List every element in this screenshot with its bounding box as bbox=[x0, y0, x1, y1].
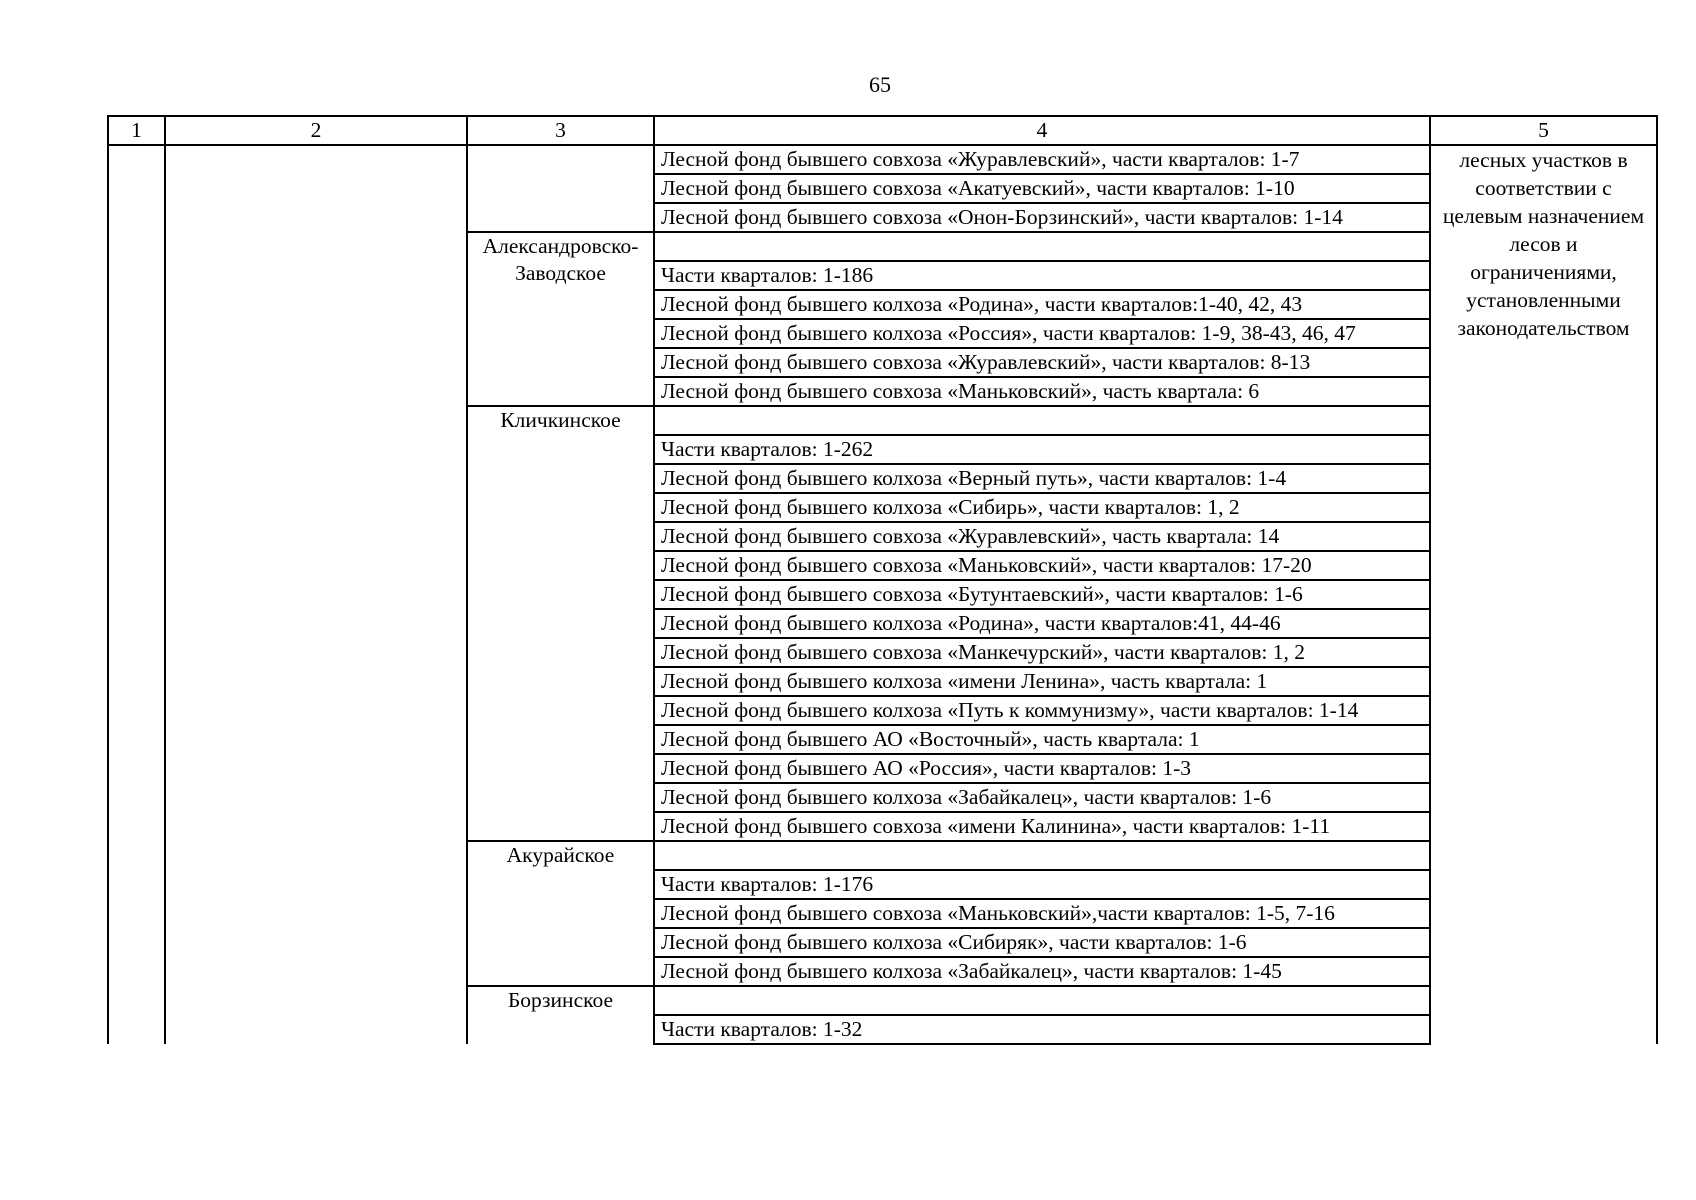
column-1-cell bbox=[108, 145, 165, 1044]
forest-fund-description: Лесной фонд бывшего колхоза «Сибиряк», части кварталов: 1-6 bbox=[654, 928, 1430, 957]
forest-fund-description: Лесной фонд бывшего совхоза «имени Калинина», части кварталов: 1-11 bbox=[654, 812, 1430, 841]
settlement-name: Кличкинское bbox=[467, 406, 654, 841]
forest-fund-description: Лесной фонд бывшего колхоза «имени Ленина», часть квартала: 1 bbox=[654, 667, 1430, 696]
forest-fund-description: Лесной фонд бывшего колхоза «Забайкалец», части кварталов: 1-45 bbox=[654, 957, 1430, 986]
settlement-name bbox=[467, 145, 654, 232]
forest-fund-description: Лесной фонд бывшего колхоза «Россия», части кварталов: 1-9, 38-43, 46, 47 bbox=[654, 319, 1430, 348]
forest-fund-description: Лесной фонд бывшего АО «Восточный», часть квартала: 1 bbox=[654, 725, 1430, 754]
forest-fund-description: Лесной фонд бывшего колхоза «Забайкалец», части кварталов: 1-6 bbox=[654, 783, 1430, 812]
forest-fund-description: Части кварталов: 1-262 bbox=[654, 435, 1430, 464]
column-header-5: 5 bbox=[1430, 116, 1657, 145]
column-header-4: 4 bbox=[654, 116, 1430, 145]
forest-fund-description bbox=[654, 232, 1430, 261]
settlement-name: Акурайское bbox=[467, 841, 654, 986]
forest-fund-description: Лесной фонд бывшего совхоза «Бутунтаевский», части кварталов: 1-6 bbox=[654, 580, 1430, 609]
forest-fund-description: Лесной фонд бывшего совхоза «Онон-Борзинский», части кварталов: 1-14 bbox=[654, 203, 1430, 232]
forest-fund-description: Лесной фонд бывшего совхоза «Журавлевский», части кварталов: 8-13 bbox=[654, 348, 1430, 377]
forest-fund-description: Лесной фонд бывшего колхоза «Сибирь», части кварталов: 1, 2 bbox=[654, 493, 1430, 522]
forest-fund-description: Лесной фонд бывшего совхоза «Манкечурский», части кварталов: 1, 2 bbox=[654, 638, 1430, 667]
forest-fund-description bbox=[654, 406, 1430, 435]
forest-fund-description: Лесной фонд бывшего совхоза «Маньковский», части кварталов: 17-20 bbox=[654, 551, 1430, 580]
forest-fund-description bbox=[654, 841, 1430, 870]
table-header-row bbox=[108, 116, 1657, 145]
column-header-3: 3 bbox=[467, 116, 654, 145]
forest-fund-description: Лесной фонд бывшего колхоза «Родина», части кварталов:41, 44-46 bbox=[654, 609, 1430, 638]
column-header-2: 2 bbox=[165, 116, 467, 145]
forest-fund-description: Лесной фонд бывшего совхоза «Маньковский»,части кварталов: 1-5, 7-16 bbox=[654, 899, 1430, 928]
forest-fund-description: Части кварталов: 1-32 bbox=[654, 1015, 1430, 1044]
forest-fund-description: Лесной фонд бывшего совхоза «Журавлевский», части кварталов: 1-7 bbox=[654, 145, 1430, 174]
table-row bbox=[108, 145, 1657, 174]
forest-fund-description: Лесной фонд бывшего колхоза «Путь к коммунизму», части кварталов: 1-14 bbox=[654, 696, 1430, 725]
purpose-note: лесных участков в соответствии с целевым назначением лесов и ограничениями, установленными законодательством bbox=[1430, 145, 1657, 1044]
forest-fund-description: Части кварталов: 1-176 bbox=[654, 870, 1430, 899]
page-number: 65 bbox=[869, 72, 891, 97]
forest-fund-description bbox=[654, 986, 1430, 1015]
column-header-1: 1 bbox=[108, 116, 165, 145]
column-2-cell bbox=[165, 145, 467, 1044]
forest-fund-description: Части кварталов: 1-186 bbox=[654, 261, 1430, 290]
forest-fund-description: Лесной фонд бывшего совхоза «Акатуевский», части кварталов: 1-10 bbox=[654, 174, 1430, 203]
forest-fund-description: Лесной фонд бывшего совхоза «Журавлевский», часть квартала: 14 bbox=[654, 522, 1430, 551]
settlement-name: Александровско-Заводское bbox=[467, 232, 654, 406]
forest-plots-table bbox=[107, 115, 1658, 1045]
settlement-name: Борзинское bbox=[467, 986, 654, 1044]
forest-fund-description: Лесной фонд бывшего колхоза «Верный путь», части кварталов: 1-4 bbox=[654, 464, 1430, 493]
forest-fund-description: Лесной фонд бывшего совхоза «Маньковский», часть квартала: 6 bbox=[654, 377, 1430, 406]
forest-fund-description: Лесной фонд бывшего АО «Россия», части кварталов: 1-3 bbox=[654, 754, 1430, 783]
forest-fund-description: Лесной фонд бывшего колхоза «Родина», части кварталов:1-40, 42, 43 bbox=[654, 290, 1430, 319]
